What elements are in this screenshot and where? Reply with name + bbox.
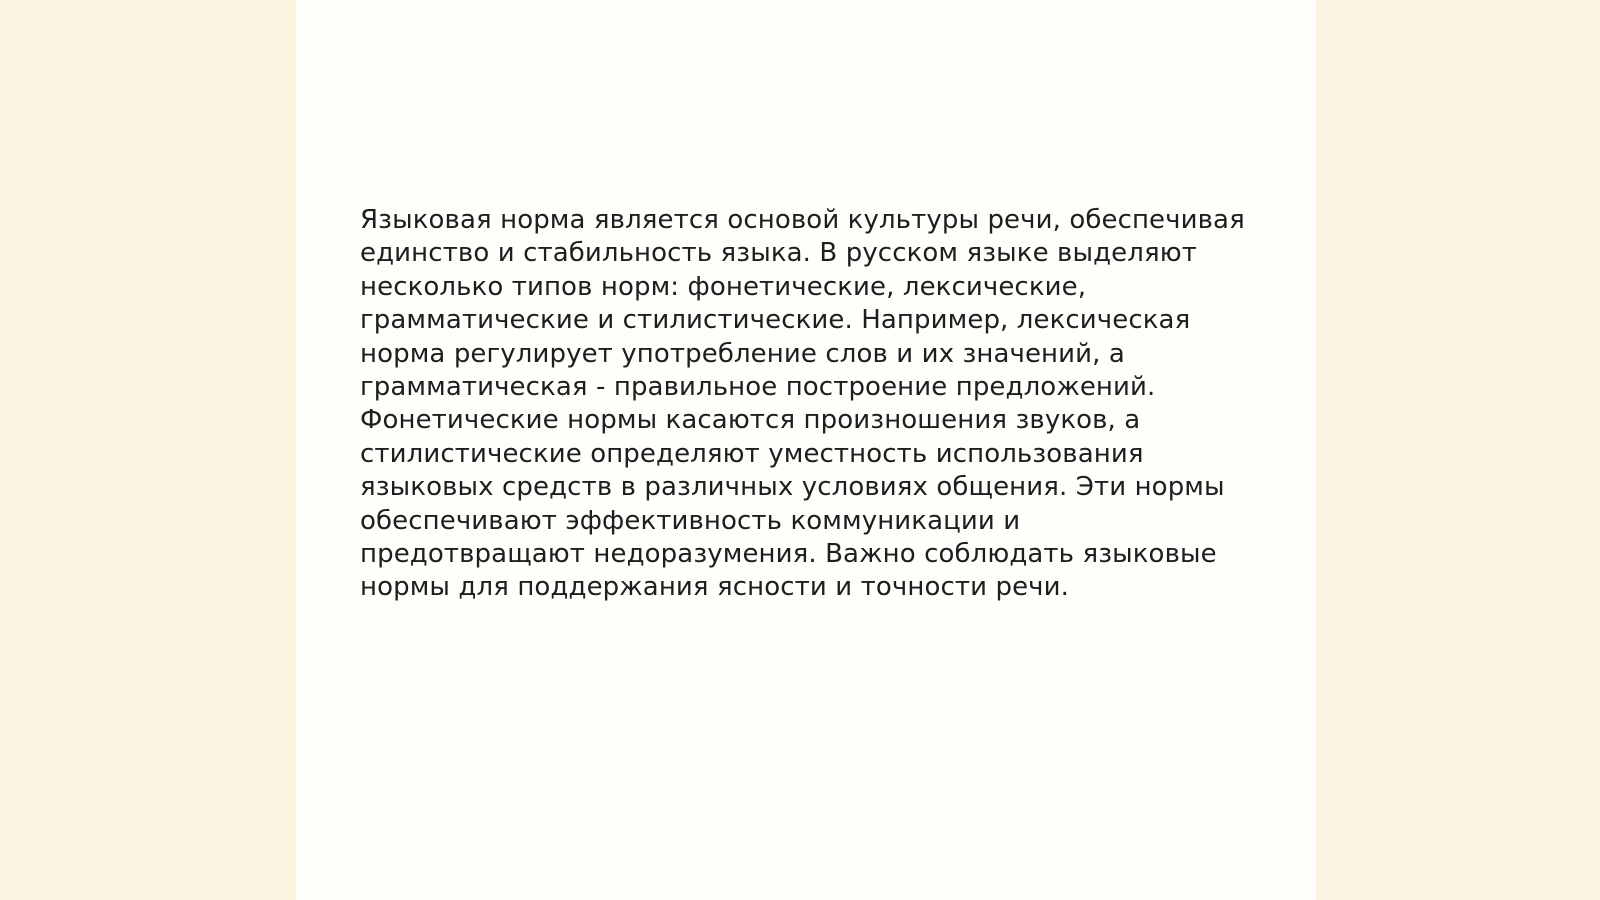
- left-margin: [0, 0, 296, 900]
- paragraph-line: предотвращают недоразумения. Важно соблюдать языковые: [360, 539, 1217, 570]
- paragraph-line: нормы для поддержания ясности и точности речи.: [360, 572, 1069, 603]
- slide-page: [296, 0, 1316, 900]
- paragraph-line: грамматические и стилистические. Например, лексическая: [360, 305, 1191, 336]
- slide-paragraph: [360, 204, 1260, 605]
- paragraph-line: норма регулирует употребление слов и их значений, а: [360, 338, 1125, 369]
- paragraph-line: обеспечивают эффективность коммуникации и: [360, 505, 1021, 536]
- paragraph-line: языковых средств в различных условиях общения. Эти нормы: [360, 472, 1225, 503]
- paragraph-line: единство и стабильность языка. В русском языке выделяют: [360, 238, 1197, 269]
- paragraph-line: стилистические определяют уместность использования: [360, 438, 1144, 469]
- right-margin: [1316, 0, 1600, 900]
- paragraph-line: несколько типов норм: фонетические, лексические,: [360, 271, 1087, 302]
- paragraph-line: грамматическая - правильное построение предложений.: [360, 372, 1156, 403]
- paragraph-line: Фонетические нормы касаются произношения звуков, а: [360, 405, 1141, 436]
- paragraph-line: Языковая норма является основой культуры речи, обеспечивая: [360, 205, 1245, 235]
